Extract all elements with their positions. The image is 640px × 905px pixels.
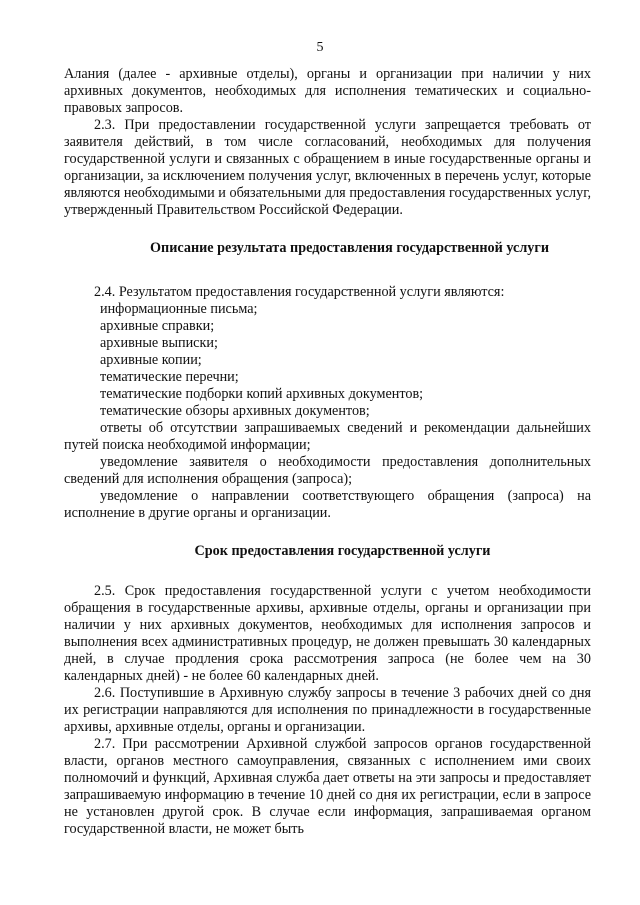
paragraph-2-4: 2.4. Результатом предоставления государственной услуги являются: xyxy=(94,284,505,300)
paragraph-2-3: 2.3. При предоставлении государственной услуги запрещается требовать от заявителя действий, в том числе согласований, необходимых для получения государственной услуги и связанных с обращением в иные государственные органы и организации, за исключением получения услуг, включенных в перечень услуг, которые являются необходимыми и обязательными для предоставления государственных услуг, утвержденный Правительством Российской Федерации. xyxy=(64,117,591,218)
result-item: архивные копии; xyxy=(100,352,202,368)
result-item: ответы об отсутствии запрашиваемых сведений и рекомендации дальнейших путей поиска необходимой информации; xyxy=(64,420,591,453)
result-item: тематические подборки копий архивных документов; xyxy=(100,386,424,402)
result-item: уведомление о направлении соответствующего обращения (запроса) на исполнение в другие органы и организации. xyxy=(64,488,591,521)
page-number: 5 xyxy=(316,40,324,55)
paragraph-2-5: 2.5. Срок предоставления государственной услуги с учетом необходимости обращения в государственные архивы, архивные отделы, органы и организации при наличии у них архивных документов, необходимых для исполнения запросов и выполнения всех административных процедур, не должен превышать 30 календарных дней, в случае продления срока рассмотрения запроса (не более чем на 30 календарных дней) - не более 60 календарных дней. xyxy=(64,583,591,684)
result-item: тематические обзоры архивных документов; xyxy=(100,403,370,419)
result-item: уведомление заявителя о необходимости предоставления дополнительных сведений для исполнения обращения (запроса); xyxy=(64,454,591,487)
section-heading-term: Срок предоставления государственной услуги xyxy=(194,543,491,559)
paragraph-continuation: Алания (далее - архивные отделы), органы и организации при наличии у них архивных документов, необходимых для исполнения тематических и социально-правовых запросов. xyxy=(64,66,591,116)
document-body xyxy=(64,66,591,838)
result-item: архивные справки; xyxy=(100,318,215,334)
paragraph-2-6: 2.6. Поступившие в Архивную службу запросы в течение 3 рабочих дней со дня их регистрации направляются для исполнения по принадлежности в государственные архивы, архивные отделы, органы и организации. xyxy=(64,685,591,735)
section-heading-result: Описание результата предоставления государственной услуги xyxy=(150,240,549,256)
paragraph-2-7: 2.7. При рассмотрении Архивной службой запросов органов государственной власти, органов местного самоуправления, связанных с исполнением ими своих полномочий и функций, Архивная служба дает ответы на эти запросы и предоставляет запрашиваемую информацию в течение 10 дней со дня их регистрации, если в запросе не установлен другой срок. В случае если информация, запрашиваемая органом государственной власти, не может быть xyxy=(64,736,591,837)
result-item: информационные письма; xyxy=(100,301,258,317)
result-item: архивные выписки; xyxy=(100,335,218,351)
result-item: тематические перечни; xyxy=(100,369,239,385)
